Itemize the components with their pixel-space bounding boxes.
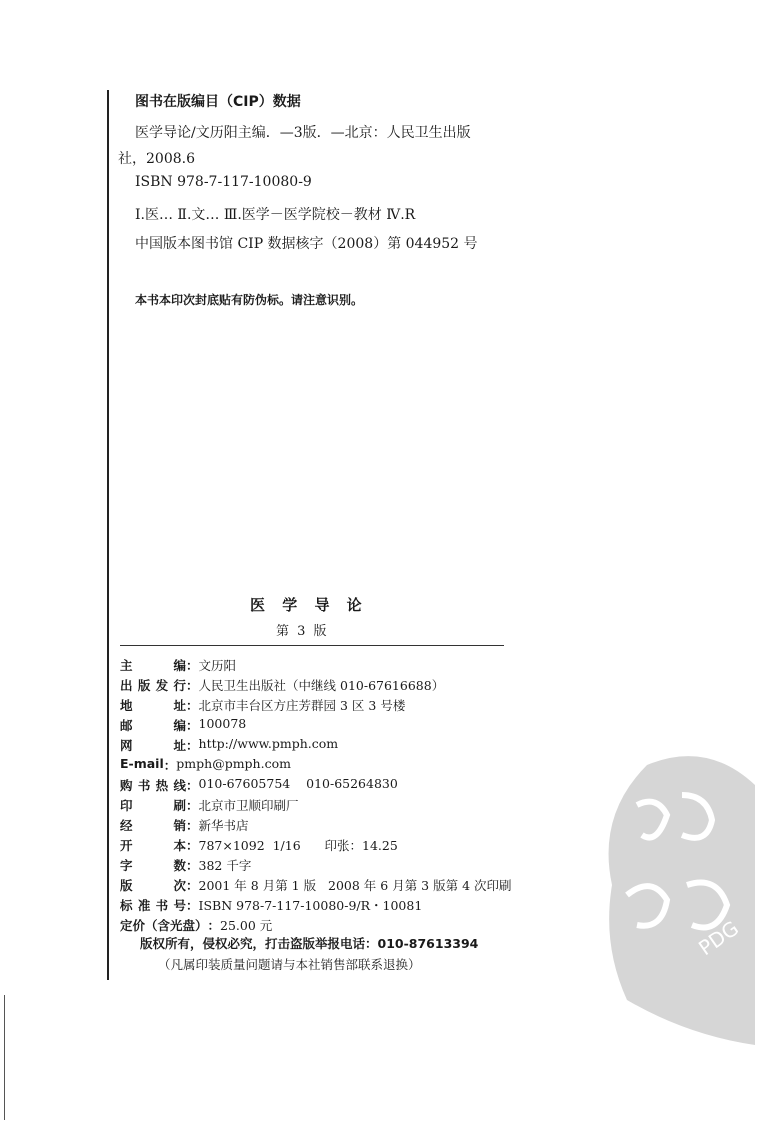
cip-record: 中国版本图书馆 CIP 数据核字（2008）第 044952 号 (135, 236, 478, 252)
detail-value: 北京市卫顺印刷厂 (198, 798, 299, 813)
detail-row: 网址 ： http://www.pmph.com (120, 736, 339, 753)
detail-value: ISBN 978-7-117-10080-9/R・10081 (198, 898, 423, 913)
detail-value: 787×1092 1/16 印张：14.25 (198, 838, 398, 853)
detail-row: 购书热线 ： 010-67605754 010-65264830 (120, 776, 398, 793)
detail-value: 北京市丰台区方庄芳群园 3 区 3 号楼 (198, 698, 406, 713)
margin-line (4, 995, 5, 1120)
returns-note: （凡属印装质量问题请与本社销售部联系退换） (158, 957, 421, 972)
margin-line (107, 90, 109, 980)
detail-row: 版次 ： 2001 年 8 月第 1 版 2008 年 6 月第 3 版第 4 次印刷 (120, 878, 512, 893)
detail-value: 2001 年 8 月第 1 版 2008 年 6 月第 3 版第 4 次印刷 (198, 878, 512, 893)
watermark-text: PDG (694, 915, 744, 961)
cip-line: 医学导论/文历阳主编．—3版．—北京：人民卫生出版 (135, 125, 471, 141)
book-title: 医 学 导 论 (250, 596, 368, 614)
detail-row: 开本 ： 787×1092 1/16 印张：14.25 (120, 838, 398, 853)
detail-label: 开本 (120, 838, 186, 853)
detail-row: 地址 ： 北京市丰台区方庄芳群园 3 区 3 号楼 (120, 698, 406, 713)
detail-value: http://www.pmph.com (198, 736, 339, 751)
detail-label: 定价（含光盘） (120, 918, 208, 933)
detail-value: 100078 (198, 716, 247, 731)
detail-label: 购书热线 (120, 778, 186, 793)
detail-label: 邮编 (120, 718, 186, 733)
detail-value: 010-67605754 010-65264830 (198, 776, 398, 791)
detail-label: 经销 (120, 818, 186, 833)
detail-label: 主编 (120, 658, 186, 673)
detail-row: 出版发行 ： 人民卫生出版社（中继线 010-67616688） (120, 678, 445, 693)
detail-value: 文历阳 (198, 658, 237, 673)
detail-value: 新华书店 (198, 818, 249, 833)
detail-label: 标准书号 (120, 898, 186, 913)
detail-row: 邮编 ： 100078 (120, 716, 247, 733)
detail-row: 印刷 ： 北京市卫顺印刷厂 (120, 798, 299, 813)
detail-value: 25.00 元 (220, 918, 273, 933)
book-edition: 第 3 版 (276, 624, 329, 639)
detail-row: 主编 ： 文历阳 (120, 658, 237, 673)
copyright-line: 版权所有，侵权必究，打击盗版举报电话：010-87613394 (140, 936, 479, 951)
detail-label: 网址 (120, 738, 186, 753)
detail-label: 版次 (120, 878, 186, 893)
detail-label: E-mail (120, 756, 164, 771)
cip-heading: 图书在版编目（CIP）数据 (135, 94, 301, 110)
divider (120, 645, 504, 646)
detail-label: 地址 (120, 698, 186, 713)
detail-value: 人民卫生出版社（中继线 010-67616688） (198, 678, 445, 693)
detail-row: 字数 ： 382 千字 (120, 858, 252, 873)
detail-row: 定价（含光盘） ： 25.00 元 (120, 918, 273, 933)
pdg-watermark-seal (587, 745, 757, 1045)
detail-row: 经销 ： 新华书店 (120, 818, 249, 833)
cip-line: 社，2008.6 (118, 151, 195, 167)
cip-isbn: ISBN 978-7-117-10080-9 (135, 174, 312, 190)
detail-value: 382 千字 (198, 858, 252, 873)
detail-label: 出版发行 (120, 678, 186, 693)
cip-subjects: Ⅰ.医… Ⅱ.文… Ⅲ.医学－医学院校－教材 Ⅳ.R (135, 207, 416, 223)
detail-label: 字数 (120, 858, 186, 873)
detail-row: 标准书号 ： ISBN 978-7-117-10080-9/R・10081 (120, 898, 423, 913)
detail-value: pmph@pmph.com (176, 756, 291, 771)
anti-counterfeit-notice: 本书本印次封底贴有防伪标。请注意识别。 (135, 293, 364, 307)
detail-label: 印刷 (120, 798, 186, 813)
detail-row: E-mail ： pmph@pmph.com (120, 756, 291, 773)
